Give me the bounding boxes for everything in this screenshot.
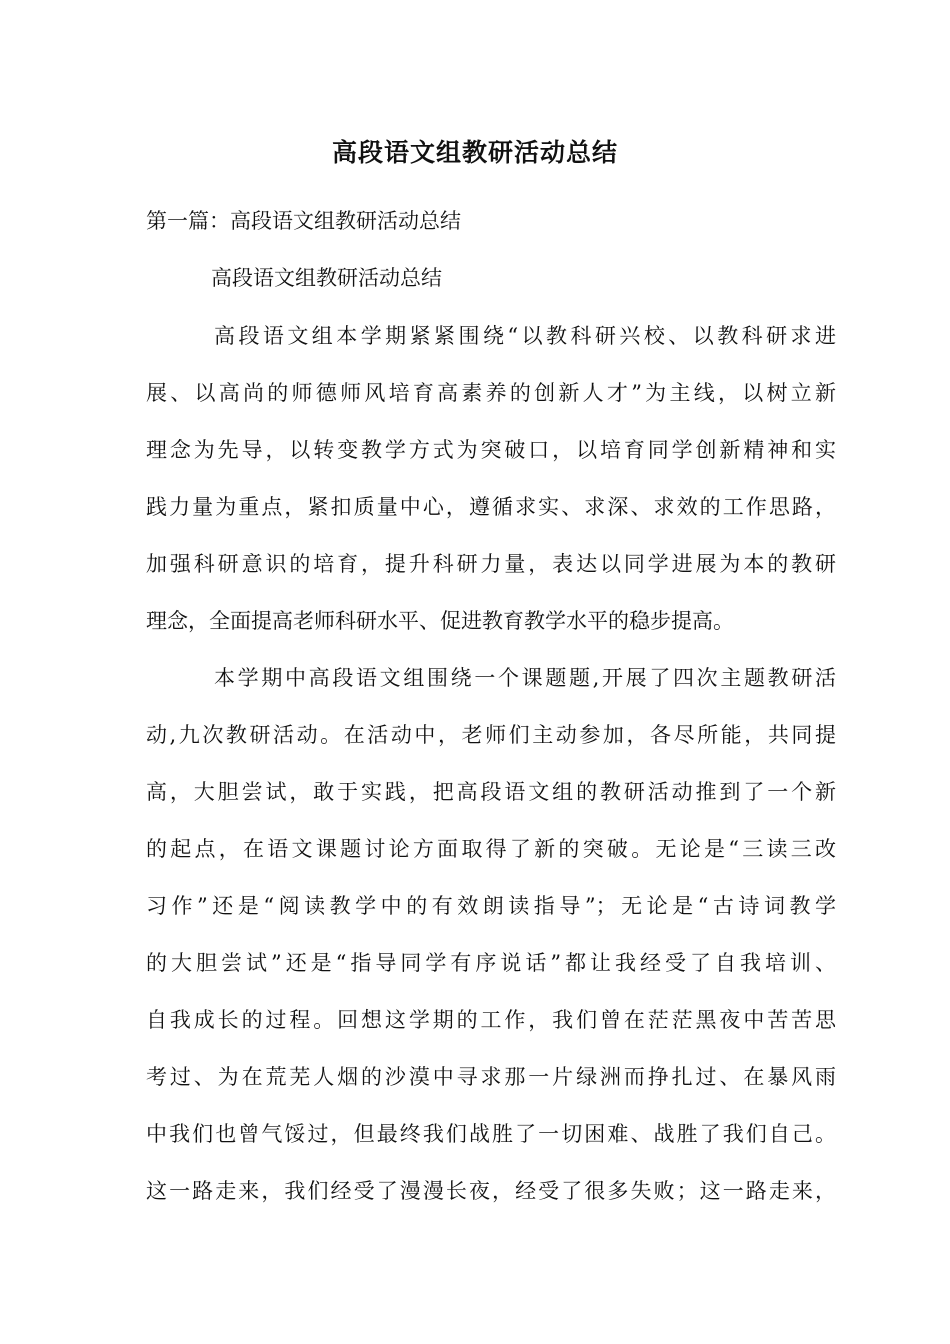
section-heading: 第一篇：高段语文组教研活动总结 [146,209,461,233]
paragraph-line: 加强科研意识的培育，提升科研力量，表达以同学进展为本的教研 [146,552,836,576]
paragraph-line: 践力量为重点，紧扣质量中心，遵循求实、求深、求效的工作思路， [146,495,836,519]
paragraph-line: 中我们也曾气馁过，但最终我们战胜了一切困难、战胜了我们自己。 [146,1122,836,1146]
paragraph-line: 理念为先导，以转变教学方式为突破口，以培育同学创新精神和实 [146,438,836,462]
paragraph-line: 动,九次教研活动。在活动中，老师们主动参加，各尽所能，共同提 [146,723,836,747]
document-title: 高段语文组教研活动总结 [331,138,618,167]
paragraph-line: 习作”还是“阅读教学中的有效朗读指导”；无论是“古诗词教学 [146,894,836,918]
paragraph-line: 考过、为在荒芜人烟的沙漠中寻求那一片绿洲而挣扎过、在暴风雨 [146,1065,836,1089]
paragraph-line: 的大胆尝试”还是“指导同学有序说话”都让我经受了自我培训、 [146,951,836,975]
paragraph-line: 的起点，在语文课题讨论方面取得了新的突破。无论是“三读三改 [146,837,836,861]
paragraph-line: 自我成长的过程。回想这学期的工作，我们曾在茫茫黑夜中苦苦思 [146,1008,836,1032]
paragraph-line: 展、以高尚的师德师风培育高素养的创新人才”为主线，以树立新 [146,381,836,405]
paragraph-line: 本学期中高段语文组围绕一个课题题,开展了四次主题教研活 [214,666,836,690]
paragraph-1 [146,318,836,660]
paragraph-line: 高，大胆尝试，敢于实践，把高段语文组的教研活动推到了一个新 [146,780,836,804]
sub-heading: 高段语文组教研活动总结 [211,266,442,290]
paragraph-2 [146,660,836,1230]
paragraph-line: 这一路走来，我们经受了漫漫长夜，经受了很多失败；这一路走来， [146,1179,836,1203]
paragraph-line: 高段语文组本学期紧紧围绕“以教科研兴校、以教科研求进 [214,324,836,348]
paragraph-line: 理念，全面提高老师科研水平、促进教育教学水平的稳步提高。 [146,609,734,633]
